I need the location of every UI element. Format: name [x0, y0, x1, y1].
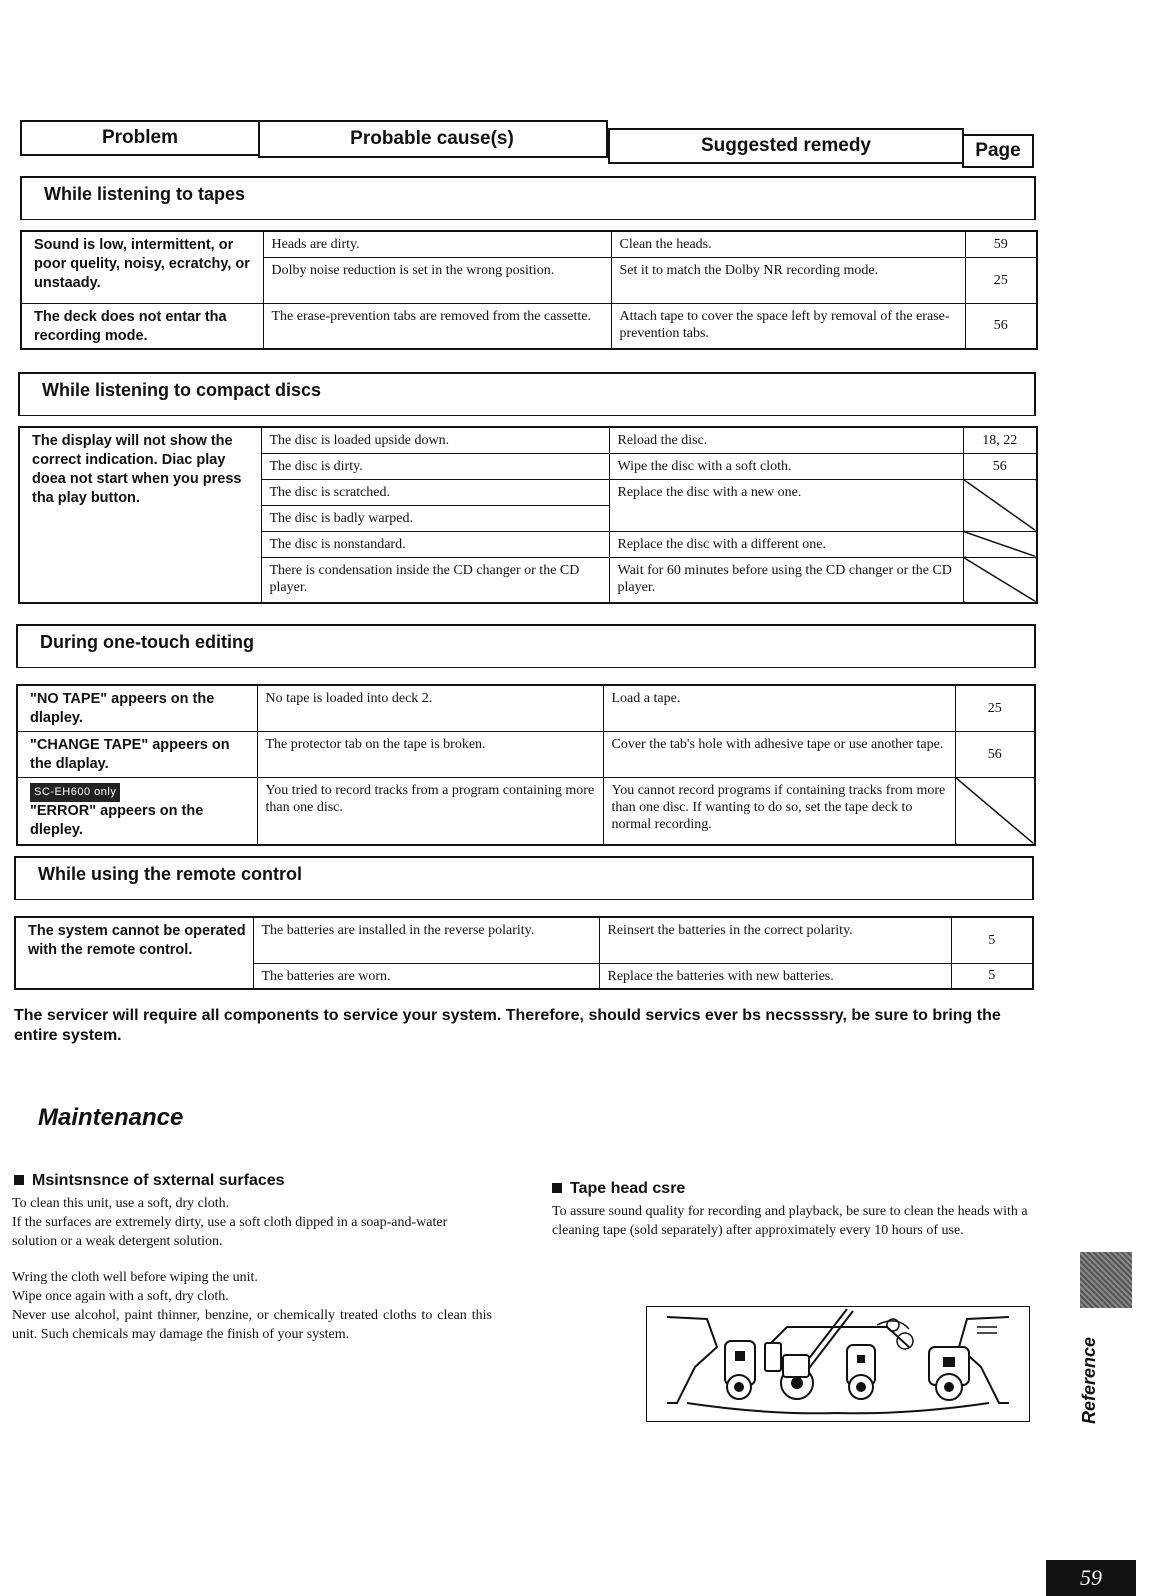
page-cell-empty: [955, 777, 1035, 845]
cause-cell: The batteries are installed in the reverse polarity.: [253, 917, 599, 963]
paragraph: Never use alcohol, paint thinner, benzine, or chemically treated cloths to clean this unit. Such chemicals may damage the finish of your system.: [12, 1308, 492, 1342]
remedy-cell: Wipe the disc with a soft cloth.: [609, 453, 963, 479]
cause-cell: The disc is dirty.: [261, 453, 609, 479]
external-surfaces-text: [12, 1194, 492, 1344]
section-title-one-touch-editing: During one-touch editing: [16, 624, 1036, 668]
remedy-cell: Attach tape to cover the space left by removal of the erase-prevention tabs.: [611, 303, 965, 349]
table-remote-control: [14, 916, 1034, 990]
bullet-square-icon: [14, 1175, 24, 1185]
remedy-cell: Cover the tab's hole with adhesive tape or use another tape.: [603, 731, 955, 777]
section-tab-marker: [1080, 1252, 1132, 1308]
bullet-square-icon: [552, 1183, 562, 1193]
remedy-cell: Clean the heads.: [611, 231, 965, 257]
cause-cell: Dolby noise reduction is set in the wrong position.: [263, 257, 611, 303]
cause-cell: The batteries are worn.: [253, 963, 599, 989]
problem-cell: "CHANGE TAPE" appeers on the dlaplay.: [17, 731, 257, 777]
table-row: [17, 685, 1035, 731]
external-surfaces-heading: Msintsnsnce of sxternal surfaces: [14, 1172, 285, 1190]
page-cell: 5: [951, 917, 1033, 963]
page-cell: 56: [955, 731, 1035, 777]
section-title-compact-discs: While listening to compact discs: [18, 372, 1036, 416]
table-row: [21, 231, 1037, 257]
remedy-cell: Replace the batteries with new batteries.: [599, 963, 951, 989]
cause-cell: The protector tab on the tape is broken.: [257, 731, 603, 777]
service-note: The servicer will require all components to service your system. Therefore, should servics ever bs necssssry, be sure to bring the entire system.: [14, 1007, 1001, 1044]
header-page: Page: [962, 134, 1034, 168]
remedy-cell: Reload the disc.: [609, 427, 963, 453]
remedy-cell: Reinsert the batteries in the correct polarity.: [599, 917, 951, 963]
cause-cell: No tape is loaded into deck 2.: [257, 685, 603, 731]
cause-cell: There is condensation inside the CD changer or the CD player.: [261, 557, 609, 603]
problem-cell: Sound is low, intermittent, or poor quelity, noisy, ecratchy, or unstaady.: [21, 231, 263, 303]
page-number: 59: [1046, 1560, 1136, 1596]
cause-cell: The disc is loaded upside down.: [261, 427, 609, 453]
tape-head-care-text: To assure sound quality for recording and playback, be sure to clean the heads with a cleaning tape (sold separately) after approximately every 10 hours of use.: [552, 1204, 1028, 1238]
table-compact-discs: [18, 426, 1038, 604]
model-badge: SC-EH600 only: [30, 783, 120, 802]
cause-cell: The erase-prevention tabs are removed from the cassette.: [263, 303, 611, 349]
paragraph: Wipe once again with a soft, dry cloth.: [12, 1289, 229, 1304]
table-row: [17, 731, 1035, 777]
remedy-cell: Load a tape.: [603, 685, 955, 731]
page-cell-empty: [963, 531, 1037, 557]
cause-cell: You tried to record tracks from a program containing more than one disc.: [257, 777, 603, 845]
table-row: [19, 427, 1037, 453]
problem-cell: The system cannot be operated with the remote control.: [15, 917, 253, 989]
paragraph: To clean this unit, use a soft, dry cloth.: [12, 1196, 230, 1211]
page-cell: 59: [965, 231, 1037, 257]
maintenance-title: Maintenance: [38, 1104, 184, 1131]
page-cell: 18, 22: [963, 427, 1037, 453]
page-cell-empty: [963, 479, 1037, 531]
paragraph: If the surfaces are extremely dirty, use a soft cloth dipped in a soap-and-water solution or a weak detergent solution.: [12, 1215, 448, 1249]
problem-text: "ERROR" appeers on the dlepley.: [30, 802, 204, 838]
page-cell: 25: [965, 257, 1037, 303]
section-title-tapes: While listening to tapes: [20, 176, 1036, 220]
table-row: [17, 777, 1035, 845]
page-cell: 56: [965, 303, 1037, 349]
paragraph: Wring the cloth well before wiping the unit.: [12, 1270, 258, 1285]
tape-mechanism-icon: [647, 1307, 1029, 1421]
problem-cell: The display will not show the correct indication. Diac play doea not start when you press tha play button.: [19, 427, 261, 603]
tape-head-illustration: [646, 1306, 1030, 1422]
remedy-cell: You cannot record programs if containing tracks from more than one disc. If wanting to do so, set the tape deck to normal recording.: [603, 777, 955, 845]
table-tapes: [20, 230, 1038, 350]
problem-cell: The deck does not entar tha recording mode.: [21, 303, 263, 349]
table-row: [21, 303, 1037, 349]
page-cell: 25: [955, 685, 1035, 731]
remedy-cell: Set it to match the Dolby NR recording mode.: [611, 257, 965, 303]
table-row: [15, 917, 1033, 963]
problem-cell: [17, 777, 257, 845]
header-cause: Probable cause(s): [258, 120, 608, 158]
cause-cell: The disc is scratched.: [261, 479, 609, 505]
header-remedy: Suggested remedy: [608, 128, 964, 164]
remedy-cell: Replace the disc with a new one.: [609, 479, 963, 531]
cause-cell: The disc is badly warped.: [261, 505, 609, 531]
remedy-cell: Replace the disc with a different one.: [609, 531, 963, 557]
cause-cell: The disc is nonstandard.: [261, 531, 609, 557]
cause-cell: Heads are dirty.: [263, 231, 611, 257]
page-cell-empty: [963, 557, 1037, 603]
problem-cell: "NO TAPE" appeers on the dlapley.: [17, 685, 257, 731]
remedy-cell: Wait for 60 minutes before using the CD changer or the CD player.: [609, 557, 963, 603]
page-cell: 5: [951, 963, 1033, 989]
tape-head-care-heading: Tape head csre: [552, 1180, 685, 1198]
section-title-remote-control: While using the remote control: [14, 856, 1034, 900]
header-problem: Problem: [20, 120, 260, 156]
page-cell: 56: [963, 453, 1037, 479]
side-section-label: Reference: [1079, 1336, 1100, 1424]
table-one-touch-editing: [16, 684, 1036, 846]
